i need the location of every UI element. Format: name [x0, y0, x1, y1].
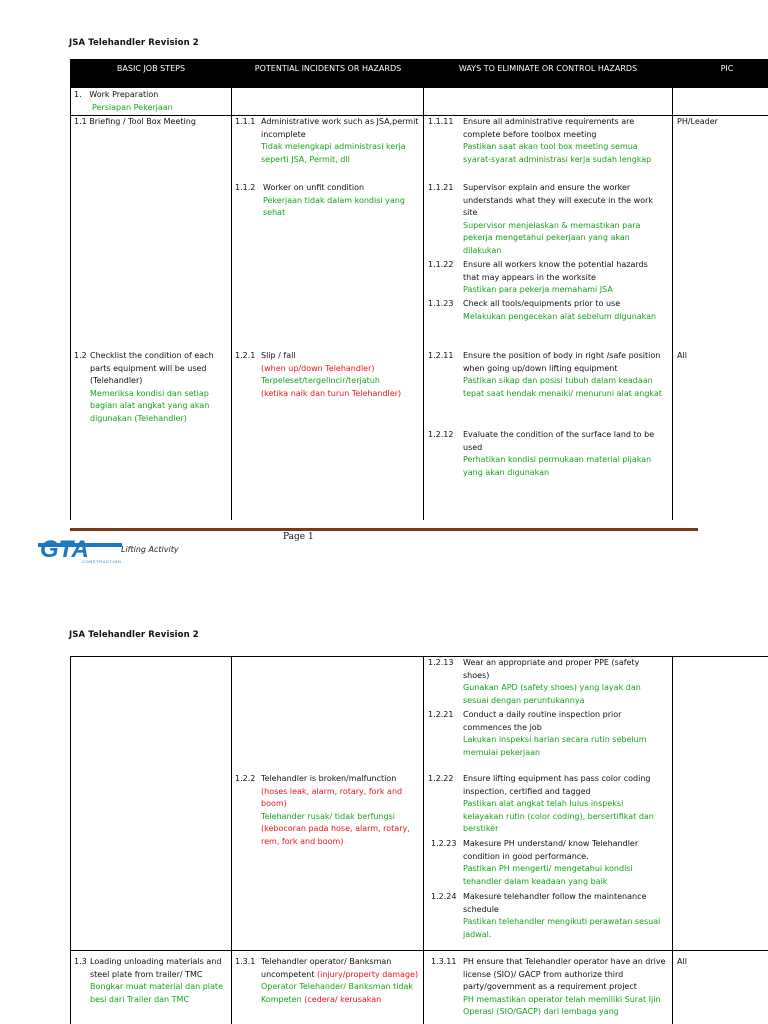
control-text-id: Pastikan sikap dan posisi tubuh dalam keadaan tepat saat hendak menaiki/ menuruni alat angkat	[463, 376, 662, 398]
control-1-1-23	[428, 298, 666, 323]
hazard-number: 1.2.2	[235, 774, 256, 783]
hazard-number: 1.2.1	[235, 351, 256, 360]
control-1-2-12	[428, 429, 666, 479]
hazard-text-id: Pekerjaan tidak dalam kondisi yang sehat	[263, 195, 405, 218]
control-number: 1.2.21	[428, 710, 454, 719]
gta-construction-logo	[38, 534, 128, 564]
header-basic-job-steps: BASIC JOB STEPS	[116, 64, 186, 73]
header-pic: PIC	[720, 64, 734, 73]
logo-wordmark: GTA	[40, 536, 89, 563]
job-step-1-3	[74, 956, 229, 1006]
control-number: 1.2.12	[428, 430, 454, 439]
control-text-en: Wear an appropriate and proper PPE (safety shoes)	[463, 658, 640, 680]
control-text-id: Supervisor menjelaskan & memastikan para pekerja mengetahui pekerjaan yang akan dilakukan	[463, 220, 641, 255]
control-1-3-11	[431, 956, 666, 1019]
control-text-en: Ensure all administrative requirements are complete before toolbox meeting	[463, 117, 635, 139]
control-1-1-21	[428, 182, 666, 258]
control-1-2-13	[428, 657, 666, 707]
control-text-en: Check all tools/equipments prior to use	[463, 299, 621, 308]
hazard-text-en: Administrative work such as JSA,permit incomplete	[261, 117, 419, 139]
control-number: 1.2.11	[428, 351, 454, 360]
hazard-text-id: Tidak melengkapi administrasi kerja seperti JSA, Permit, dll	[261, 142, 406, 164]
hazard-context-id: (cedera/ kerusakan	[304, 994, 382, 1004]
hazard-context-id: (kebocoran pada hose, alarm, rotary, rem, fork and boom)	[261, 824, 410, 846]
control-text-id: Perhatikan kondisi permukaan material pijakan yang akan digunakan	[463, 455, 652, 477]
hazard-context-en: (hoses leak, alarm, rotary, fork and boom)	[261, 786, 403, 809]
control-number: 1.1.23	[428, 299, 454, 308]
section-title-id: Persiapan Pekerjaan	[92, 102, 173, 112]
grid-line	[423, 88, 424, 520]
control-1-1-11	[428, 116, 666, 166]
control-text-en: Makesure PH understand/ know Telehandler condition in good performance.	[463, 839, 639, 861]
control-text-en: PH ensure that Telehandler operator have an drive license (SIO)/ GACP from authorize third party/government as a requirement project	[463, 957, 666, 992]
hazard-1-1-2	[235, 182, 420, 220]
control-number: 1.1.11	[428, 117, 454, 126]
hazard-number: 1.1.2	[235, 183, 256, 192]
control-number: 1.2.23	[431, 839, 457, 848]
hazard-text-en: Telehandler operator/ Banksman uncompetent	[261, 957, 392, 979]
step-number: 1.2	[74, 351, 87, 360]
hazard-text-id: Terpeleset/tergelincir/terjatuh	[261, 376, 380, 386]
job-step-1-1: 1.1 Briefing / Tool Box Meeting	[74, 117, 196, 126]
control-number: 1.3.11	[431, 957, 457, 966]
hazard-1-2-2	[235, 773, 420, 849]
document-title-page-2: JSA Telehandler Revision 2	[69, 630, 199, 640]
document-title: JSA Telehandler Revision 2	[69, 38, 199, 48]
control-text-id: Pastikan telehandler mengikuti perawatan sesuai jadwal.	[463, 917, 661, 939]
control-number: 1.1.22	[428, 260, 454, 269]
hazard-1-1-1	[235, 116, 420, 166]
hazard-text-en: Telehandler is broken/malfunction	[261, 774, 397, 783]
hazard-1-2-1	[235, 350, 420, 400]
footer-caption: Lifting Activity	[121, 545, 179, 554]
grid-line	[70, 656, 71, 1024]
grid-line	[70, 950, 768, 951]
grid-line	[423, 656, 424, 1024]
control-number: 1.1.21	[428, 183, 454, 192]
step-text-id: Memeriksa kondisi dan setiap bagian alat angkat yang akan digunakan (Telehandler)	[90, 388, 210, 423]
control-1-2-11	[428, 350, 666, 400]
section-title-en: Work Preparation	[89, 90, 159, 99]
pic-1-2: All	[677, 351, 687, 360]
step-number: 1.3	[74, 957, 87, 966]
header-control-hazards: WAYS TO ELIMINATE OR CONTROL HAZARDS	[458, 64, 638, 73]
control-number: 1.2.13	[428, 658, 454, 667]
control-text-id: Lakukan inspeksi harian secara rutin sebelum memulai pekerjaan	[463, 735, 647, 757]
control-text-en: Supervisor explain and ensure the worker understands what they will execute in the work site	[463, 183, 653, 218]
control-text-en: Conduct a daily routine inspection prior commences the job	[463, 710, 622, 732]
control-text-en: Ensure lifting equipment has pass color coding inspection, certified and tagged	[463, 774, 651, 796]
page-number: Page 1	[283, 532, 314, 542]
step-text-en: Checklist the condition of each parts equipment will be used (Telehandler)	[90, 351, 214, 386]
control-number: 1.2.24	[431, 892, 457, 901]
control-1-2-22	[428, 773, 666, 836]
hazard-context-en: (when up/down Telehandler)	[261, 363, 375, 373]
logo-subtext: CONSTRUCTION	[82, 559, 122, 564]
job-step-1-2	[74, 350, 229, 426]
control-1-2-21	[428, 709, 666, 759]
control-1-2-24	[431, 891, 666, 941]
control-1-1-22	[428, 259, 666, 297]
hazard-text-en: Worker on unfit condition	[263, 183, 365, 192]
control-text-id: Pastikan PH mengerti/ mengetahui kondisi tehandler dalam keadaan yang baik	[463, 864, 633, 886]
control-text-en: Ensure all workers know the potential hazards that may appears in the worksite	[463, 260, 648, 282]
step-text-en: Loading unloading materials and steel plate from trailer/ TMC	[90, 957, 222, 979]
header-potential-hazards: POTENTIAL INCIDENTS OR HAZARDS	[254, 64, 402, 73]
control-text-en: Ensure the position of body in right /safe position when going up/down lifting equipment	[463, 351, 661, 373]
control-text-id: Melakukan pengecekan alat sebelum digunakan	[463, 311, 657, 321]
control-1-2-23	[431, 838, 666, 888]
grid-line	[672, 88, 673, 520]
hazard-context-id: (ketika naik dan turun Telehandler)	[261, 388, 402, 398]
hazard-number: 1.3.1	[235, 957, 256, 966]
control-text-en: Evaluate the condition of the surface land to be used	[463, 430, 655, 452]
control-text-id: Pastikan para pekerja memahami JSA	[463, 285, 613, 295]
control-text-id: PH memastikan operator telah memiliki Surat Ijin Operasi (SIO/GACP) dari lembaga yang	[463, 994, 661, 1017]
control-text-id: Pastikan alat angkat telah lulus inspeksi kelayakan rutin (color coding), bersertifikat dan berstiker	[463, 799, 654, 834]
pic-1-3: All	[677, 957, 687, 966]
hazard-1-3-1	[235, 956, 420, 1006]
control-text-en: Makesure telehandler follow the maintenance schedule	[463, 892, 647, 914]
step-text-id: Bongkar muat material dan plate besi dari Trailer dan TMC	[90, 982, 223, 1004]
hazard-context-en: (injury/property damage)	[317, 969, 419, 979]
hazard-number: 1.1.1	[235, 117, 256, 126]
control-number: 1.2.22	[428, 774, 454, 783]
section-work-preparation	[74, 89, 229, 114]
pic-1-1: PH/Leader	[677, 117, 718, 126]
control-text-id: Pastikan saat akan tool box meeting semua syarat-syarat administrasi kerja sudah lengkap	[463, 142, 652, 164]
grid-line	[231, 656, 232, 1024]
control-text-id: Gunakan APD (safety shoes) yang layak dan sesuai dengan peruntukannya	[463, 683, 641, 705]
hazard-text-en: Slip / fall	[261, 351, 296, 360]
section-number: 1.	[74, 90, 82, 99]
footer-rule	[70, 528, 698, 531]
hazard-text-id: Operator Telehander/ Banksman tidak Kompeten	[261, 982, 414, 1004]
grid-line	[70, 88, 71, 520]
grid-line	[672, 656, 673, 1024]
hazard-text-id: Telehander rusak/ tidak berfungsi	[261, 811, 395, 821]
grid-line	[231, 88, 232, 520]
